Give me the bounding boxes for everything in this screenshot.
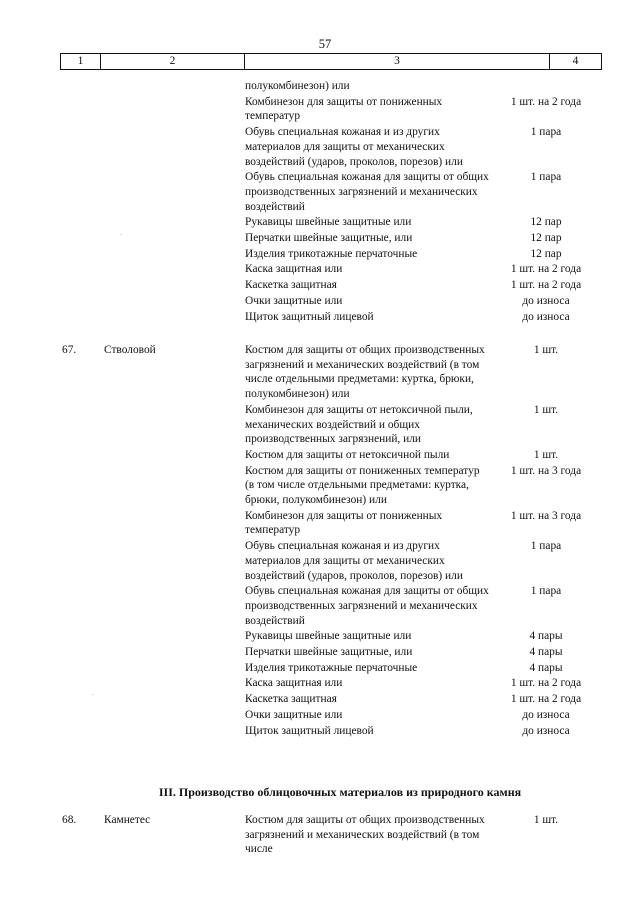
ppe-item: Комбинезон для защиты от нетоксичной пыли, механических воздействий и общих производственных загрязнений, или bbox=[245, 403, 473, 446]
profession-name bbox=[100, 448, 245, 463]
item-number bbox=[0, 584, 100, 628]
profession-name bbox=[100, 79, 245, 94]
profession-name bbox=[100, 645, 245, 660]
profession-name bbox=[100, 464, 245, 508]
profession-name bbox=[100, 310, 245, 325]
issue-norm: 1 шт. на 3 года bbox=[510, 464, 582, 477]
table-row bbox=[0, 661, 640, 676]
table-row bbox=[0, 343, 640, 402]
ppe-item: Обувь специальная кожаная и из других материалов для защиты от механических воздействий (ударов, проколов, порезов) или bbox=[245, 126, 463, 168]
table-row bbox=[0, 813, 640, 857]
issue-norm: 1 пара bbox=[530, 540, 562, 553]
ppe-item: Перчатки швейные защитные, или bbox=[245, 232, 413, 245]
issue-norm: 4 пары bbox=[529, 630, 563, 643]
issue-norm: 1 пара bbox=[530, 126, 562, 139]
issue-norm: 4 пары bbox=[529, 661, 563, 674]
table-row bbox=[0, 724, 640, 739]
ppe-item: Изделия трикотажные перчаточные bbox=[245, 661, 418, 674]
header-col-4: 4 bbox=[572, 55, 579, 67]
header-col-3: 3 bbox=[245, 54, 550, 69]
issue-norm bbox=[491, 79, 601, 94]
issue-norm: 1 шт. на 2 года bbox=[510, 95, 582, 108]
ppe-item: Изделия трикотажные перчаточные bbox=[245, 247, 418, 260]
profession-name bbox=[100, 403, 245, 447]
ppe-item: Костюм для защиты от пониженных температур (в том числе отдельными предметами: куртка, брюки, полукомбинезон) или bbox=[245, 464, 480, 507]
ppe-item: Обувь специальная кожаная и из других материалов для защиты от механических воздействий (ударов, проколов, порезов) или bbox=[245, 540, 463, 582]
item-number: 67. bbox=[62, 344, 77, 356]
item-number bbox=[0, 539, 100, 583]
item-number bbox=[0, 403, 100, 447]
ppe-item: Обувь специальная кожаная для защиты от общих производственных загрязнений и механических воздействий bbox=[245, 171, 489, 213]
table-row bbox=[0, 645, 640, 660]
profession-name bbox=[100, 692, 245, 707]
issue-norm: до износа bbox=[522, 294, 570, 307]
issue-norm: до износа bbox=[522, 310, 570, 323]
section-title: III. Производство облицовочных материалов из природного камня bbox=[158, 785, 522, 799]
profession-name bbox=[100, 539, 245, 583]
issue-norm: 1 шт. bbox=[533, 403, 559, 416]
ppe-item: Рукавицы швейные защитные или bbox=[245, 630, 412, 643]
profession-name bbox=[100, 676, 245, 691]
profession-name bbox=[100, 262, 245, 277]
issue-norm: до износа bbox=[522, 708, 570, 721]
issue-norm: 12 пар bbox=[530, 232, 562, 245]
profession-name bbox=[100, 584, 245, 628]
profession-name bbox=[100, 294, 245, 309]
header-col-2: 2 bbox=[101, 54, 245, 69]
table-row bbox=[0, 403, 640, 447]
ppe-item: Комбинезон для защиты от пониженных температур bbox=[245, 95, 443, 123]
table-row bbox=[0, 584, 640, 628]
profession-name: Стволовой bbox=[104, 344, 156, 356]
profession-name bbox=[100, 247, 245, 262]
table-row bbox=[0, 448, 640, 463]
item-number bbox=[0, 661, 100, 676]
profession-name bbox=[100, 724, 245, 739]
ppe-item: Очки защитные или bbox=[245, 294, 343, 307]
table-row bbox=[0, 708, 640, 723]
scan-speck: . bbox=[120, 228, 122, 237]
profession-name bbox=[100, 170, 245, 214]
profession-name bbox=[100, 125, 245, 169]
continuation-block bbox=[0, 79, 640, 325]
table-header bbox=[60, 53, 602, 70]
table-row bbox=[0, 125, 640, 169]
table-row bbox=[0, 95, 640, 124]
issue-norm: 1 пара bbox=[530, 585, 562, 598]
table-row bbox=[0, 539, 640, 583]
table-row bbox=[0, 231, 640, 246]
item-number bbox=[0, 262, 100, 277]
ppe-item: Каска защитная или bbox=[245, 263, 343, 276]
table-row bbox=[0, 294, 640, 309]
table-row bbox=[0, 170, 640, 214]
item-number bbox=[0, 79, 100, 94]
item-number: 68. bbox=[62, 814, 77, 826]
profession-name bbox=[100, 629, 245, 644]
item-number bbox=[0, 645, 100, 660]
issue-norm: 1 шт. на 2 года bbox=[510, 677, 582, 690]
table-row bbox=[0, 215, 640, 230]
scan-speck: . bbox=[92, 688, 94, 697]
table-row bbox=[0, 310, 640, 325]
ppe-item: Каскетка защитная bbox=[245, 693, 337, 706]
ppe-item: Щиток защитный лицевой bbox=[245, 724, 374, 737]
profession-name bbox=[100, 708, 245, 723]
ppe-item: Костюм для защиты от нетоксичной пыли bbox=[245, 448, 450, 461]
table-row bbox=[0, 262, 640, 277]
ppe-item: Рукавицы швейные защитные или bbox=[245, 216, 412, 229]
issue-norm: 1 шт. bbox=[533, 448, 559, 461]
ppe-item: Костюм для защиты от общих производственных загрязнений и механических воздействий (в том числе bbox=[245, 814, 485, 856]
item-number bbox=[0, 464, 100, 508]
item-number bbox=[0, 95, 100, 124]
table-row bbox=[0, 247, 640, 262]
item-number bbox=[0, 448, 100, 463]
item-number bbox=[0, 310, 100, 325]
profession-name bbox=[100, 95, 245, 124]
item-number bbox=[0, 294, 100, 309]
item-number bbox=[0, 170, 100, 214]
issue-norm: 1 шт. bbox=[533, 344, 559, 356]
item-number bbox=[0, 692, 100, 707]
profession-name: Камнетес bbox=[104, 814, 151, 826]
issue-norm: 1 шт. на 2 года bbox=[510, 279, 582, 292]
table-row bbox=[0, 692, 640, 707]
issue-norm: 1 шт. на 2 года bbox=[510, 693, 582, 706]
ppe-item: Обувь специальная кожаная для защиты от общих производственных загрязнений и механических воздействий bbox=[245, 585, 489, 627]
table-row bbox=[0, 79, 640, 94]
item-number bbox=[0, 708, 100, 723]
profession-name bbox=[100, 509, 245, 538]
item-number bbox=[0, 247, 100, 262]
issue-norm: 4 пары bbox=[529, 646, 563, 659]
item-number bbox=[0, 629, 100, 644]
item-number bbox=[0, 215, 100, 230]
ppe-item: Щиток защитный лицевой bbox=[245, 310, 374, 323]
item-number bbox=[0, 724, 100, 739]
issue-norm: 12 пар bbox=[530, 216, 562, 229]
issue-norm: 1 шт. на 3 года bbox=[510, 509, 582, 522]
issue-norm: 12 пар bbox=[530, 247, 562, 260]
ppe-item: Перчатки швейные защитные, или bbox=[245, 646, 413, 659]
ppe-item: Каскетка защитная bbox=[245, 279, 337, 292]
issue-norm: 1 шт. bbox=[533, 814, 559, 826]
ppe-item: Очки защитные или bbox=[245, 708, 343, 721]
table-row bbox=[0, 629, 640, 644]
item-number bbox=[0, 231, 100, 246]
item-number bbox=[0, 509, 100, 538]
item-number bbox=[0, 676, 100, 691]
ppe-item: Костюм для защиты от общих производственных загрязнений и механических воздействий (в том числе отдельными предметами: куртка, брюки, полукомбинезон) или bbox=[245, 344, 485, 401]
table-row bbox=[0, 509, 640, 538]
page-number: 57 bbox=[318, 37, 332, 51]
profession-name bbox=[100, 278, 245, 293]
profession-name bbox=[100, 661, 245, 676]
issue-norm: 1 пара bbox=[530, 171, 562, 184]
item-number bbox=[0, 278, 100, 293]
header-col-1: 1 bbox=[61, 54, 101, 69]
ppe-item: полукомбинезон) или bbox=[245, 80, 350, 92]
item-number bbox=[0, 125, 100, 169]
table-row bbox=[0, 278, 640, 293]
ppe-item: Каска защитная или bbox=[245, 677, 343, 690]
issue-norm: до износа bbox=[522, 724, 570, 737]
ppe-item: Комбинезон для защиты от пониженных температур bbox=[245, 509, 443, 537]
entry-67 bbox=[0, 343, 640, 739]
table-row bbox=[0, 464, 640, 508]
entry-68 bbox=[0, 813, 640, 858]
issue-norm: 1 шт. на 2 года bbox=[510, 263, 582, 276]
table-row bbox=[0, 676, 640, 691]
